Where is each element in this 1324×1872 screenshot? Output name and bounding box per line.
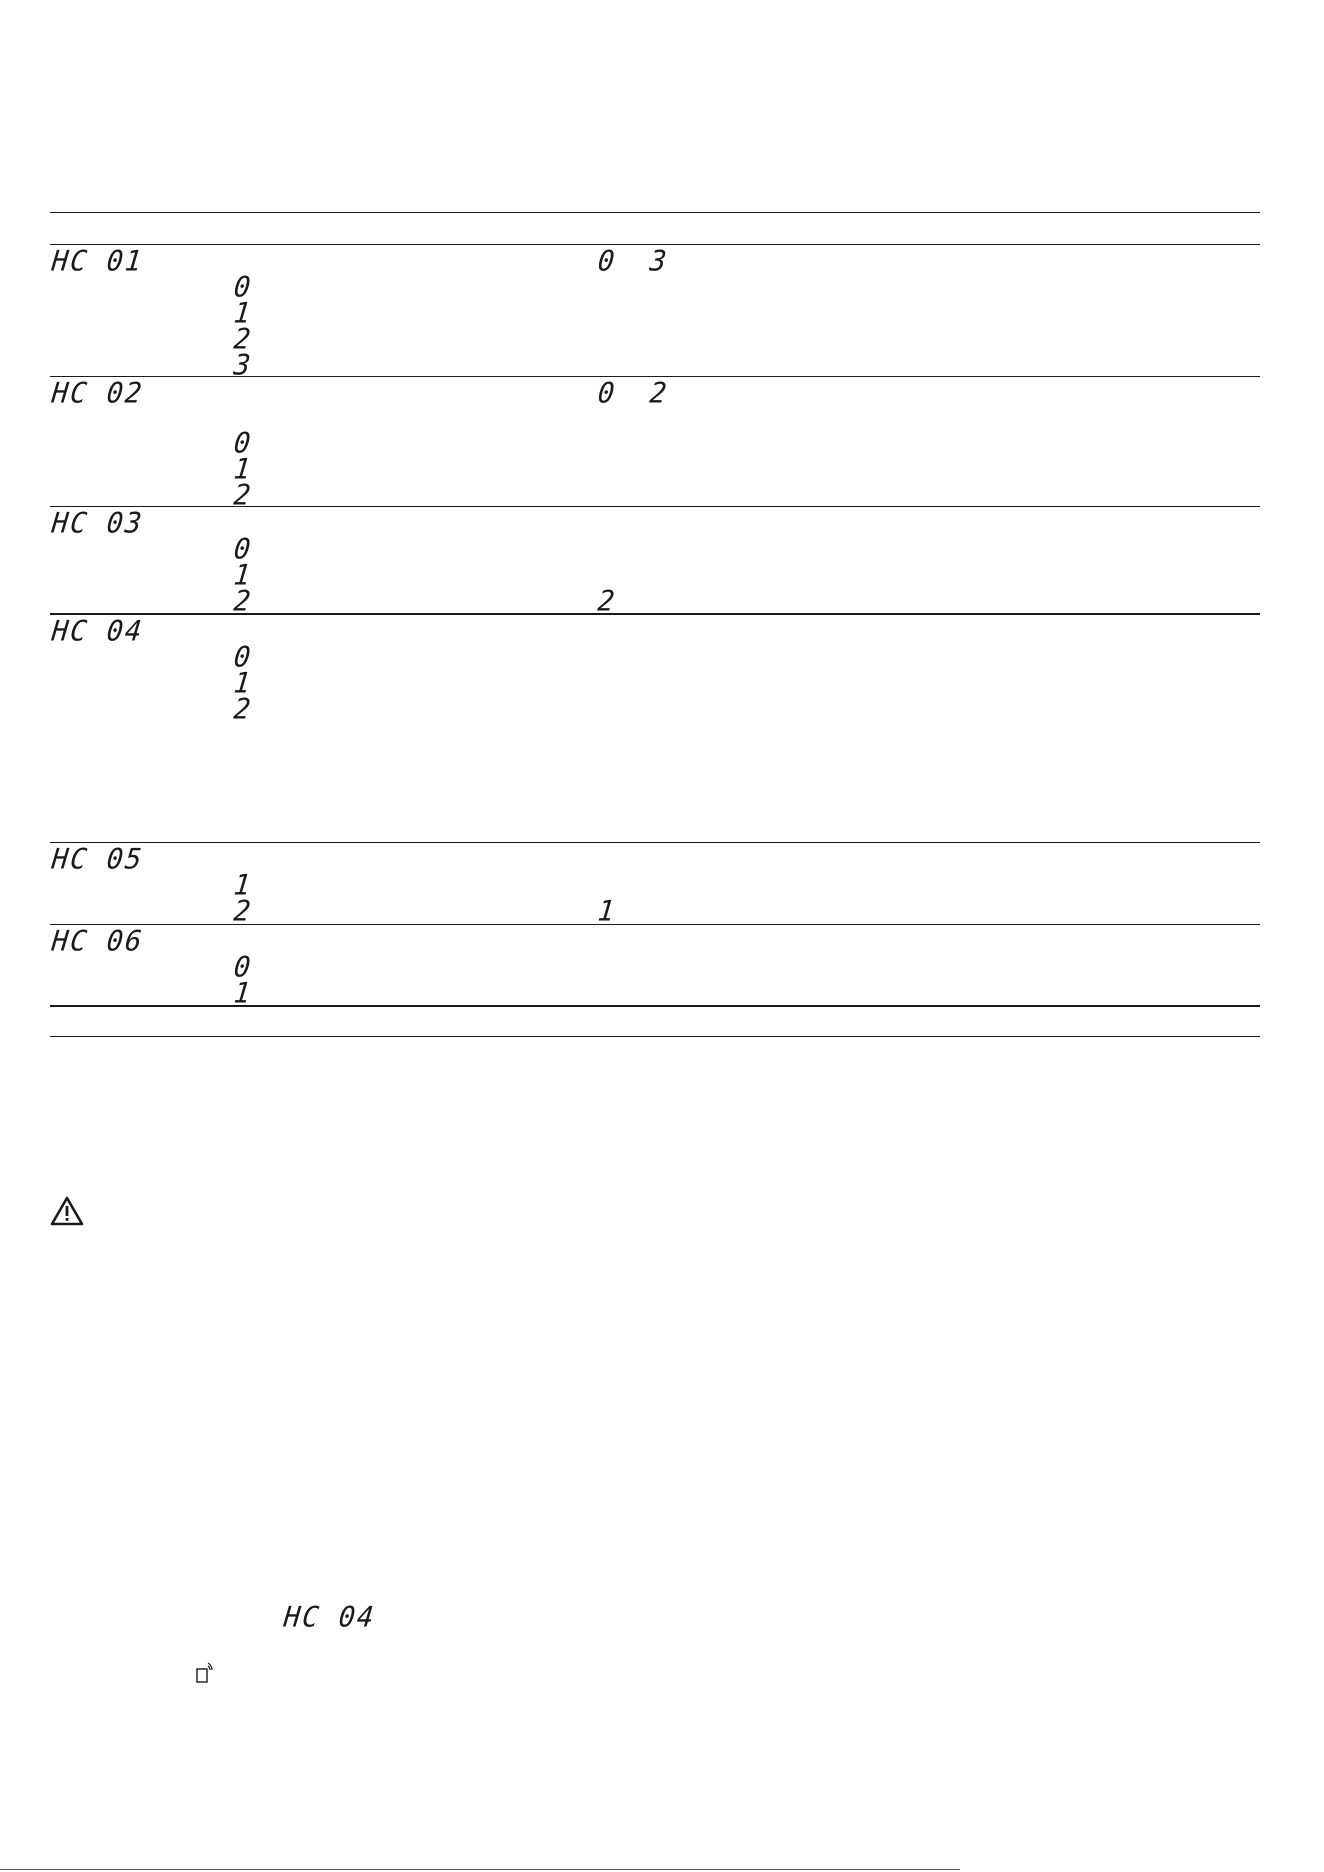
- page-footer-rule: [0, 1869, 960, 1870]
- setting-value: 2: [232, 693, 254, 726]
- row-code: HC 03: [50, 507, 145, 540]
- range-min: 0: [596, 377, 618, 410]
- table-bottom-rule: [50, 1005, 1260, 1007]
- row-divider: [50, 924, 1260, 925]
- setting-value: 0: [232, 951, 254, 984]
- setting-value: 2: [232, 585, 254, 618]
- table-top-rule: [50, 212, 1260, 213]
- setting-value: 2: [232, 479, 254, 512]
- setting-value: 1: [232, 667, 254, 700]
- setting-value: 3: [232, 349, 254, 382]
- default-value: 2: [596, 585, 618, 618]
- setting-value: 2: [232, 323, 254, 356]
- row-code: HC 02: [50, 377, 145, 410]
- warning-triangle-icon: [50, 1196, 84, 1226]
- row-divider: [50, 506, 1260, 507]
- inline-code: HC 04: [282, 1601, 377, 1634]
- row-divider: [50, 842, 1260, 843]
- setting-value: 1: [232, 977, 254, 1010]
- display-signal-icon: [196, 1662, 214, 1684]
- row-code: HC 05: [50, 843, 145, 876]
- default-value: 1: [596, 895, 618, 928]
- row-divider: [50, 613, 1260, 615]
- setting-value: 0: [232, 533, 254, 566]
- range-min: 0: [596, 245, 618, 278]
- row-code: HC 04: [50, 615, 145, 648]
- setting-value: 0: [232, 427, 254, 460]
- range-max: 3: [648, 245, 670, 278]
- setting-value: 1: [232, 297, 254, 330]
- setting-value: 1: [232, 869, 254, 902]
- row-code: HC 06: [50, 925, 145, 958]
- setting-value: 0: [232, 641, 254, 674]
- setting-value: 1: [232, 453, 254, 486]
- setting-value: 2: [232, 895, 254, 928]
- setting-value: 1: [232, 559, 254, 592]
- range-max: 2: [648, 377, 670, 410]
- row-code: HC 01: [50, 245, 145, 278]
- setting-value: 0: [232, 271, 254, 304]
- table-footer-rule: [50, 1036, 1260, 1037]
